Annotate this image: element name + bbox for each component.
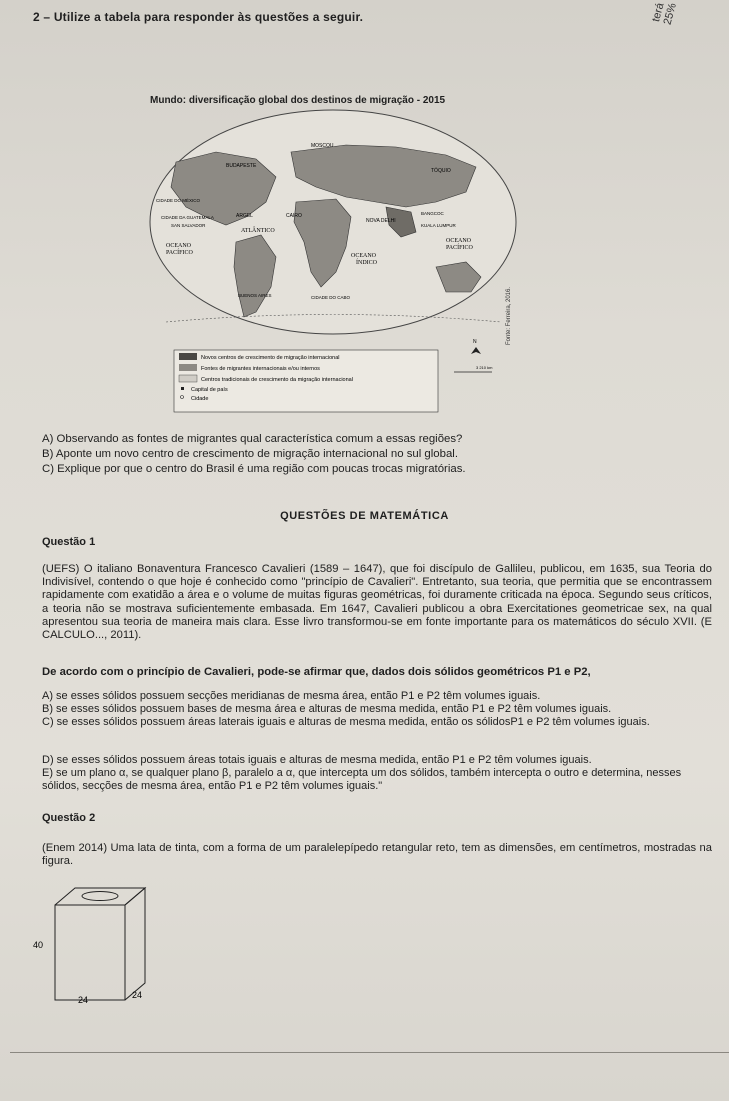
dim-height: 40 — [33, 940, 44, 950]
map-title: Mundo: diversificação global dos destinos de migração - 2015 — [150, 95, 446, 106]
question-2-text: (Enem 2014) Uma lata de tinta, com a forma de um paralelepípedo retangular reto, tem as dimensões, em centímetros, mostradas na figura. — [42, 842, 712, 868]
svg-text:CIDADE DO CABO: CIDADE DO CABO — [311, 295, 351, 300]
bottom-rule — [10, 1052, 729, 1053]
question-1-heading: Questão 1 — [42, 536, 96, 548]
svg-text:Cidade: Cidade — [191, 396, 209, 402]
svg-text:BUENOS AIRES: BUENOS AIRES — [238, 293, 272, 298]
svg-text:NOVA DELHI: NOVA DELHI — [366, 218, 396, 224]
svg-text:SAN SALVADOR: SAN SALVADOR — [171, 223, 206, 228]
question-1-text: (UEFS) O italiano Bonaventura Francesco Cavalieri (1589 – 1647), que foi discípulo de Gallileu, publicou, em 1635, sua Teoria do Indivisível, contendo o que hoje é conhecido como "princípio de Cavalieri". Entretanto, sua teoria, que permitia que se encontrassem rapidamente com exatidão a área e o volume de muitas figuras geométricas, foi duramente criticada na época. Segundo seus críticos, a teoria não se mostrava suficientemente embasada. Em 1647, Cavalieri publicou a obra Exercitationes geometricae sex, na qual apresentou sua teoria de maneira mais clara. Esse livro transformou-se em fonte importante para os matemáticos do século XVII. (E CALCULO..., 2011). — [42, 563, 712, 642]
option-e: E) se um plano α, se qualquer plano β, paralelo a α, que intercepta um dos sólidos, também intercepta o outro e determina, nesses sólidos, secções de mesma área, então P1 e P2 têm volumes iguais." — [42, 767, 682, 792]
question-1-prompt: De acordo com o princípio de Cavalieri, pode-se afirmar que, dados dois sólidos geométricos P1 e P2, — [42, 666, 591, 678]
svg-text:BANGCOC: BANGCOC — [421, 211, 444, 216]
map-question-b: B) Aponte um novo centro de crescimento de migração internacional no sul global. — [42, 448, 458, 460]
option-b: B) se esses sólidos possuem bases de mesma área e alturas de mesma medida, então P1 e P2 têm volumes iguais. — [42, 703, 612, 715]
svg-text:N: N — [473, 339, 477, 345]
svg-text:CAIRO: CAIRO — [286, 213, 302, 219]
svg-text:Capital de país: Capital de país — [191, 387, 228, 393]
margin-note-2: 25% — [661, 1, 679, 27]
svg-text:3 210 km: 3 210 km — [476, 365, 493, 370]
svg-text:Centros tradicionais de cresci: Centros tradicionais de crescimento da migração internacional — [201, 377, 353, 383]
dim-width: 24 — [78, 995, 89, 1005]
map-question-a: A) Observando as fontes de migrantes qual característica comum a essas regiões? — [42, 433, 463, 445]
svg-text:OCEANO: OCEANO — [351, 253, 376, 259]
label-moscou: MOSCOU — [311, 143, 334, 149]
svg-text:KUALA LUMPUR: KUALA LUMPUR — [421, 223, 456, 228]
svg-text:BUDAPESTE: BUDAPESTE — [226, 163, 257, 169]
question-2-header: 2 – Utilize a tabela para responder às questões a seguir. — [33, 10, 364, 24]
question-2-heading: Questão 2 — [42, 812, 96, 824]
world-migration-map — [146, 107, 521, 416]
option-c: C) se esses sólidos possuem áreas laterais iguais e alturas de mesma medida, então os sólidosP1 e P2 têm volumes iguais. — [42, 716, 650, 728]
margin-note-1: terá — [650, 1, 667, 24]
svg-text:OCEANO: OCEANO — [166, 243, 191, 249]
margin-handwriting — [650, 0, 723, 36]
option-d: D) se esses sólidos possuem áreas totais iguais e alturas de mesma medida, então P1 e P2 têm volumes iguais. — [42, 754, 592, 766]
svg-text:ÍNDICO: ÍNDICO — [356, 260, 377, 266]
map-source: Fonte: Ferreira, 2016. — [506, 286, 512, 345]
svg-text:OCEANO: OCEANO — [446, 238, 471, 244]
map-question-c: C) Explique por que o centro do Brasil é uma região com poucas trocas migratórias. — [42, 463, 466, 475]
svg-text:ATLÂNTICO: ATLÂNTICO — [241, 228, 275, 234]
dim-depth: 24 — [132, 990, 143, 1000]
svg-text:TÓQUIO: TÓQUIO — [431, 168, 451, 174]
paint-can-figure — [30, 880, 150, 1005]
svg-text:CIDADE DA GUATEMALA: CIDADE DA GUATEMALA — [161, 215, 214, 220]
svg-text:PACÍFICO: PACÍFICO — [446, 245, 473, 251]
section-title: QUESTÕES DE MATEMÁTICA — [280, 510, 449, 522]
legend-item-new-centers: Novos centros de crescimento de migração internacional — [201, 355, 340, 361]
svg-text:Fontes de migrantes internacio: Fontes de migrantes internacionais e/ou internos — [201, 366, 320, 372]
svg-text:ARGEL: ARGEL — [236, 213, 253, 219]
option-a: A) se esses sólidos possuem secções meridianas de mesma área, então P1 e P2 têm volumes iguais. — [42, 690, 541, 702]
svg-text:CIDADE DO MÉXICO: CIDADE DO MÉXICO — [156, 198, 201, 203]
svg-text:PACÍFICO: PACÍFICO — [166, 250, 193, 256]
